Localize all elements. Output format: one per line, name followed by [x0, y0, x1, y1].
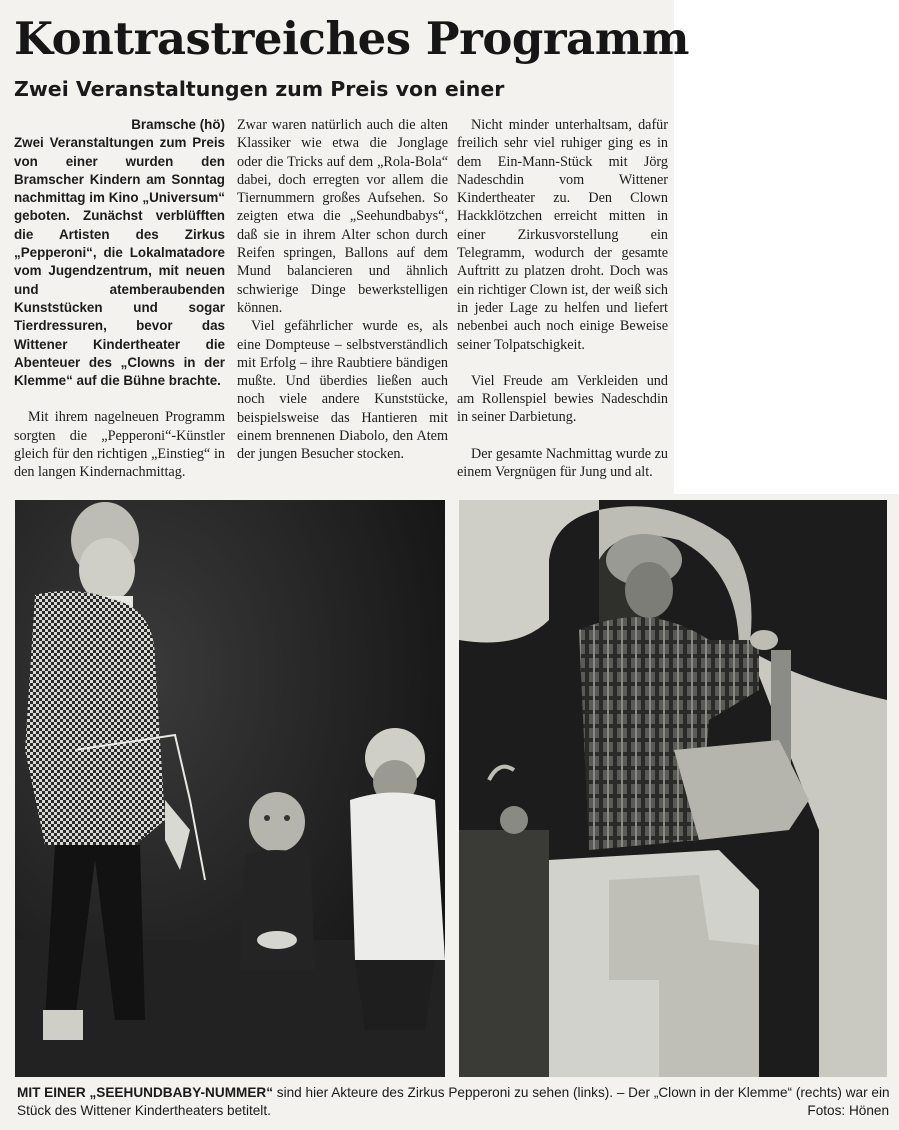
- article-paragraph: Nicht minder unterhaltsam, dafür freilich sehr viel ruhiger ging es in dem Ein-Mann-Stück mit Jörg Nadeschdin vom Wittener Kindertheater zu. Den Clown Hackklötzchen erreicht mitten in einer Zirkusvorstellung ein Telegramm, wodurch der gesamte Auftritt zu platzen droht. Doch was ein richtiger Clown ist, der weiß sich in jeder Lage zu helfen und liefert nebenbei auch noch einige Beweise seiner Tolpatschigkeit.: [457, 117, 668, 353]
- article-subheadline: Zwei Veranstaltungen zum Preis von einer: [14, 77, 505, 101]
- photo-circus-performers-image: [15, 500, 445, 1077]
- article-paragraph-text: Zwei Veranstaltungen zum Preis von einer wurden den Bramscher Kindern am Sonntag nachmittag im Kino „Universum“ geboten. Zunächst verblüfften die Artisten des Zirkus „Pepperoni“, die Lokalmatadore vom Jugendzentrum, mit neuen und atemberaubenden Kunststücken und sogar Tierdressuren, bevor das Wittener Kindertheater die Abenteuer des „Clowns in der Klemme“ auf die Bühne brachte.: [14, 135, 225, 389]
- photo-credit: Fotos: Hönen: [807, 1103, 889, 1118]
- article-paragraph: Mit ihrem nagelneuen Programm sorgten die „Pepperoni“-Künstler gleich für den richtigen „Einstieg“ in den langen Kindernachmittag.: [14, 409, 225, 481]
- article-column-1: [14, 116, 225, 482]
- article-paragraph: Der gesamte Nachmittag wurde zu einem Vergnügen für Jung und alt.: [457, 445, 668, 481]
- photo-caption-text: sind hier Akteure des Zirkus Pepperoni zu sehen (links). – Der „Clown in der Klemme“ (rechts) war ein Stück des Wittener Kindertheaters betitelt.: [17, 1085, 890, 1118]
- article-paragraph: [14, 116, 225, 390]
- photo-caption: [17, 1084, 890, 1120]
- article-paragraph: Viel Freude am Verkleiden und am Rollenspiel bewies Nadeschdin in seiner Darbietung.: [457, 372, 668, 426]
- article-paragraph: Zwar waren natürlich auch die alten Klassiker wie etwa die Jonglage oder die Tricks auf dem „Rola-Bola“ dabei, doch erregten vor allem die Tiernummern großes Aufsehen. So zeigten etwa die „Seehundbabys“, daß sie in ihrem Alter schon durch Reifen springen, Ballons auf dem Mund balancieren und ähnlich schwierige Dinge bewerkstelligen können.: [237, 117, 448, 316]
- article-column-2: [237, 116, 448, 464]
- article-paragraph: Viel gefährlicher wurde es, als eine Dompteuse – selbstverständlich mit Erfolg – ihre Raubtiere bändigen mußte. Und überdies ließen auch noch viele andere Kunststücke, beispielsweise das Hantieren mit einem brennenen Diabolo, den Atem der jungen Besucher stocken.: [237, 318, 448, 463]
- photo-circus-performers: [15, 500, 445, 1077]
- article-headline: Kontrastreiches Programm: [14, 12, 689, 65]
- article-dateline: Bramsche (hö): [131, 117, 225, 132]
- article-column-3: [457, 116, 668, 481]
- photo-clown-in-der-klemme: [459, 500, 887, 1077]
- photo-caption-lead: MIT EINER „SEEHUNDBABY-NUMMER“: [17, 1085, 274, 1100]
- photo-clown-image: [459, 500, 887, 1077]
